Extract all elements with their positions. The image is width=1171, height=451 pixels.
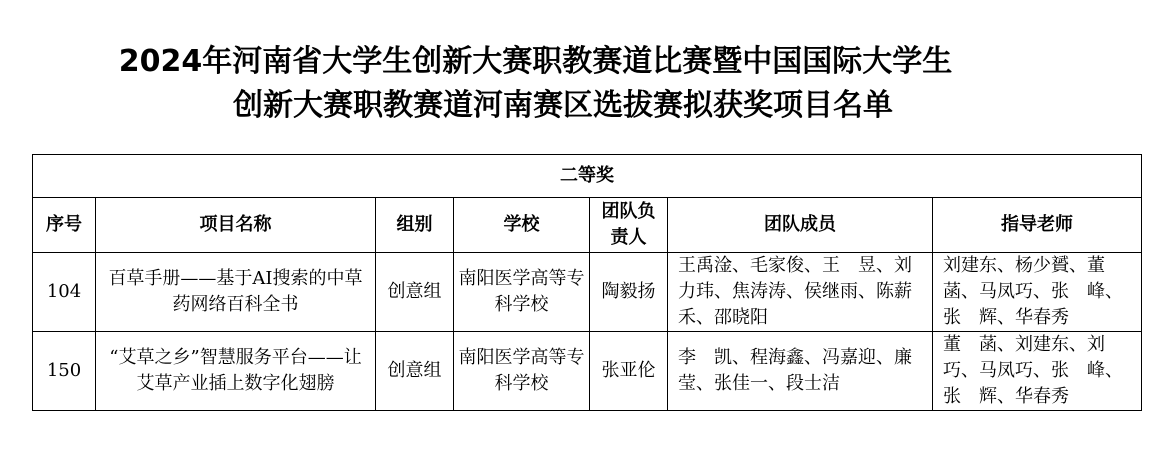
cell-no: 150 [33, 332, 96, 411]
header-leader: 团队负责人 [590, 198, 668, 253]
title-line-1: 2024年河南省大学生创新大赛职教赛道比赛暨中国国际大学生 [118, 44, 953, 79]
cell-leader: 张亚伦 [590, 332, 668, 411]
header-group: 组别 [376, 198, 454, 253]
title-line-2: 创新大赛职教赛道河南赛区选拔赛拟获奖项目名单 [233, 88, 893, 123]
cell-project: 百草手册——基于AI搜索的中草药网络百科全书 [96, 253, 376, 332]
cell-leader: 陶毅扬 [590, 253, 668, 332]
cell-school: 南阳医学高等专科学校 [454, 332, 590, 411]
cell-project: “艾草之乡”智慧服务平台——让艾草产业插上数字化翅膀 [96, 332, 376, 411]
header-advisors: 指导老师 [933, 198, 1142, 253]
cell-no: 104 [33, 253, 96, 332]
table-row [33, 253, 1142, 332]
table-row [33, 332, 1142, 411]
header-members: 团队成员 [668, 198, 933, 253]
header-project: 项目名称 [96, 198, 376, 253]
header-no: 序号 [33, 198, 96, 253]
cell-group: 创意组 [376, 332, 454, 411]
award-level: 二等奖 [33, 155, 1142, 198]
cell-members: 李 凯、程海鑫、冯嘉迎、廉 莹、张佳一、段士洁 [668, 332, 933, 411]
cell-advisors: 刘建东、杨少贇、董 菡、马凤巧、张 峰、张 辉、华春秀 [933, 253, 1142, 332]
cell-school: 南阳医学高等专科学校 [454, 253, 590, 332]
cell-members: 王禹淦、毛家俊、王 昱、刘力玮、焦涛涛、侯继雨、陈薪禾、邵晓阳 [668, 253, 933, 332]
cell-group: 创意组 [376, 253, 454, 332]
header-school: 学校 [454, 198, 590, 253]
table-header-row [33, 198, 1142, 253]
cell-advisors: 董 菡、刘建东、刘 巧、马凤巧、张 峰、张 辉、华春秀 [933, 332, 1142, 411]
award-table [32, 154, 1142, 411]
award-level-row [33, 155, 1142, 198]
document-title [0, 40, 1171, 128]
